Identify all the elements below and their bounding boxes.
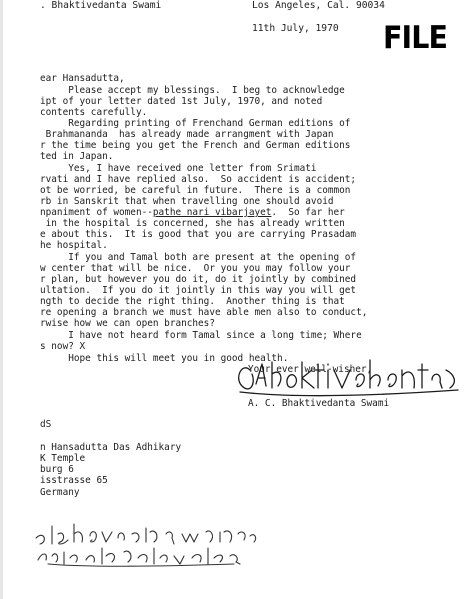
typist-initials: dS bbox=[40, 419, 52, 430]
body-line: rb in Sanskrit that when travelling one should avoid bbox=[40, 196, 334, 207]
sender-name: . Bhaktivedanta Swami bbox=[40, 0, 162, 11]
sender-address: Los Angeles, Cal. 90034 bbox=[252, 0, 385, 11]
body-line: he hospital. bbox=[40, 240, 108, 251]
body-line: Brahmananda has already made arrangment with Japan bbox=[40, 129, 334, 140]
body-line: Yes, I have received one letter from Srimati bbox=[40, 163, 317, 174]
body-line: r the time being you get the French and German editions bbox=[40, 140, 351, 151]
body-line: ngth to decide the right thing. Another thing is that bbox=[40, 296, 345, 307]
address-line: isstrasse 65 bbox=[40, 475, 108, 486]
body-line: Hope this will meet you in good health. bbox=[40, 353, 289, 364]
body-line: ipt of your letter dated 1st July, 1970, and noted bbox=[40, 96, 323, 107]
body-line: rwise how we can open branches? bbox=[40, 318, 215, 329]
proverb-underlined: pathe nari vibarjayet bbox=[152, 207, 272, 218]
body-line: ultation. If you do it jointly in this way you will get bbox=[40, 285, 357, 296]
scan-edge bbox=[0, 0, 3, 599]
body-line: s now? X bbox=[40, 341, 86, 352]
address-line: K Temple bbox=[40, 453, 86, 464]
body-line: rvati and I have replied also. So accident is accident; bbox=[40, 174, 357, 185]
file-stamp: FILE bbox=[383, 20, 448, 56]
signer-name: A. C. Bhaktivedanta Swami bbox=[248, 398, 390, 409]
proverb-lead: npaniment of women-- bbox=[40, 207, 153, 218]
closing: Your ever well-wisher, bbox=[248, 364, 373, 375]
body-line: re opening a branch we must have able men also to conduct, bbox=[40, 307, 368, 318]
body-line: contents carefully. bbox=[40, 107, 148, 118]
body-line: w center that will be nice. Or you you may follow your bbox=[40, 263, 351, 274]
letter-date: 11th July, 1970 bbox=[252, 23, 339, 34]
proverb-tail: . So far her bbox=[271, 207, 345, 218]
body-line: ted in Japan. bbox=[40, 151, 114, 162]
body-line: I have not heard form Tamal since a long time; Where bbox=[40, 330, 362, 341]
body-line: Regarding printing of Frenchand German editions of bbox=[40, 118, 351, 129]
salutation: ear Hansadutta, bbox=[40, 73, 125, 84]
body-line: r plan, but however you do it, do it jointly by combined bbox=[40, 274, 357, 285]
body-line: in the hospital is concerned, she has already written bbox=[40, 218, 345, 229]
body-line: Please accept my blessings. I beg to acknowledge bbox=[40, 85, 345, 96]
body-line: ot be worried, be careful in future. There is a common bbox=[40, 185, 351, 196]
handwritten-postscript bbox=[34, 512, 260, 568]
address-line: burg 6 bbox=[40, 464, 74, 475]
body-line: If you and Tamal both are present at the opening of bbox=[40, 252, 357, 263]
body-line-proverb bbox=[40, 207, 345, 218]
address-line: n Hansadutta Das Adhikary bbox=[40, 442, 182, 453]
body-line: e about this. It is good that you are carrying Prasadam bbox=[40, 229, 357, 240]
address-line: Germany bbox=[40, 487, 80, 498]
